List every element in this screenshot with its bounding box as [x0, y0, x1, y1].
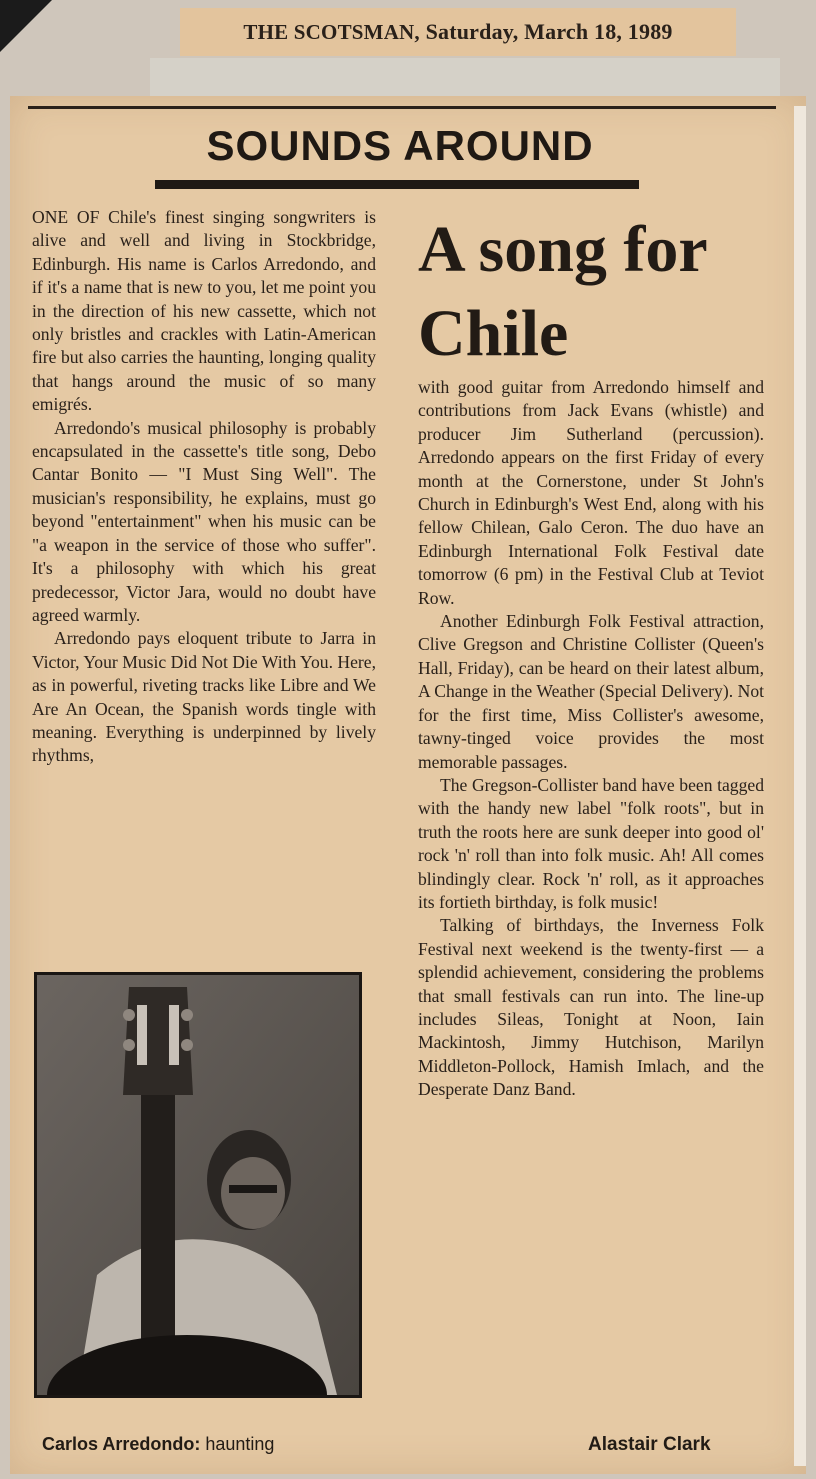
torn-edge: [794, 106, 806, 1466]
section-heading-box: [155, 118, 645, 174]
photo-illustration: [37, 975, 359, 1395]
dark-corner: [0, 0, 52, 52]
article-column-2: [418, 376, 764, 1102]
section-heading: SOUNDS AROUND: [206, 122, 594, 169]
publication-date: Saturday, March 18, 1989: [425, 19, 673, 44]
paragraph: The Gregson-Collister band have been tagged with the handy new label "folk roots", but in truth the roots here are sunk deeper into good ol' rock 'n' roll than into folk music. Ah! All comes blindingly clear. Rock 'n' roll, as it approaches its fortieth birthday, is folk music!: [418, 774, 764, 912]
paragraph: Talking of birthdays, the Inverness Folk Festival next weekend is the twenty-first — a splendid achievement, considering the problems that small festivals can run into. The line-up includes Sileas, Tonight at Noon, Iain Mackintosh, Jimmy Hutchison, Marilyn Middleton-Pollock, Hamish Imlach, and the Desperate Danz Band.: [418, 915, 764, 1100]
publication-name: THE SCOTSMAN,: [243, 20, 420, 44]
heading-rule: [155, 180, 639, 189]
newspaper-clipping: [10, 96, 806, 1474]
paragraph: Another Edinburgh Folk Festival attraction, Clive Gregson and Christine Collister (Queen's Hall, Friday), can be heard on their latest album, A Change in the Weather (Special Delivery). Not for the first time, Miss Collister's awesome, tawny-tinged voice provides the most memorable passages.: [418, 611, 764, 772]
article-column-1: [32, 206, 376, 768]
top-rule: [28, 106, 776, 109]
musician-photo: [34, 972, 362, 1398]
paragraph: with good guitar from Arredondo himself and contributions from Jack Evans (whistle) and producer Jim Sutherland (percussion). Arredondo appears on the first Friday of every month at the Cornerstone, under St John's Church in Edinburgh's West End, along with his fellow Chilean, Galo Ceron. The duo have an Edinburgh International Folk Festival date tomorrow (6 pm) in the Festival Club at Teviot Row.: [418, 377, 764, 608]
dateline: [243, 19, 672, 45]
dateline-clipping: [180, 8, 736, 56]
paragraph: Arredondo's musical philosophy is probably encapsulated in the cassette's title song, Debo Cantar Bonito — "I Must Sing Well". The musician's responsibility, he explains, must go beyond "entertainment" when his music can be "a weapon in the service of those who suffer". It's a philosophy with which his great predecessor, Victor Jara, would no doubt have agreed warmly.: [32, 417, 376, 625]
caption-name: Carlos Arredondo:: [42, 1434, 201, 1454]
paragraph: Arredondo pays eloquent tribute to Jarra in Victor, Your Music Did Not Die With You. Here, as in powerful, riveting tracks like Libre and We Are An Ocean, the Spanish words tingle with meaning. Everything is underpinned by lively rhythms,: [32, 628, 376, 766]
byline: Alastair Clark: [588, 1434, 711, 1455]
article-title: A song for Chile: [418, 213, 707, 370]
caption-word: haunting: [205, 1434, 275, 1454]
paragraph: ONE OF Chile's finest singing songwriters is alive and well and living in Stockbridge, Edinburgh. His name is Carlos Arredondo, and if it's a name that is new to you, let me point you in the direction of his new cassette, which not only bristles and crackles with Latin-American fire but also carries the haunting, longing quality that hangs around the music of so many emigrés.: [32, 207, 376, 415]
photo-caption: [42, 1434, 274, 1455]
